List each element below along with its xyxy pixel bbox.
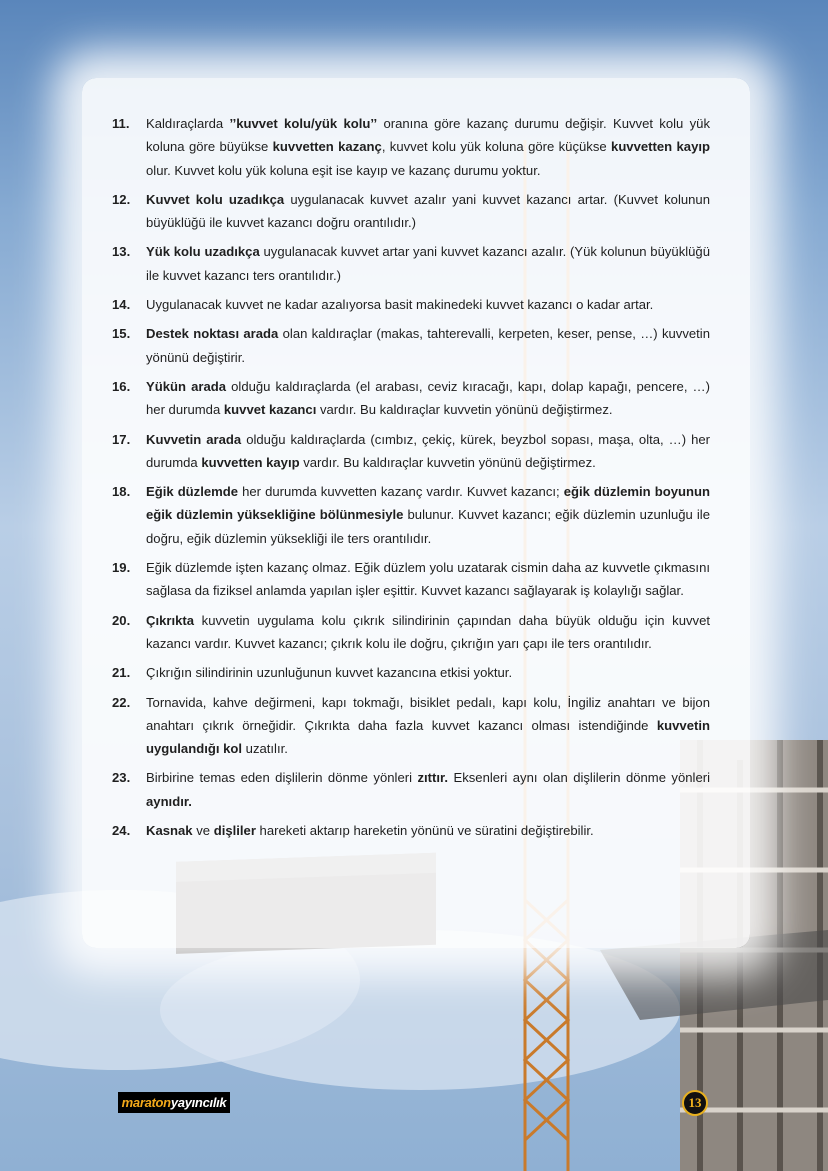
list-item xyxy=(112,819,710,842)
text-run: Birbirine temas eden dişlilerin dönme yönleri xyxy=(146,770,418,786)
page-number: 13 xyxy=(682,1090,708,1116)
item-text xyxy=(146,661,710,684)
text-run: Kaldıraçlarda xyxy=(146,116,230,131)
list-item xyxy=(112,556,710,603)
list-item xyxy=(112,609,710,656)
text-run: , kuvvet kolu yük koluna göre küçükse xyxy=(381,139,612,155)
item-number: 20. xyxy=(112,612,131,628)
text-run: vardır. Bu kaldıraçlar kuvvetin yönünü değiştirmez. xyxy=(316,402,613,418)
list-item xyxy=(112,428,710,475)
list-item xyxy=(112,375,710,422)
bold-phrase: Kasnak xyxy=(146,823,193,839)
list-item xyxy=(112,766,710,813)
item-number: 11. xyxy=(112,116,130,131)
bold-phrase: kuvvet kazancı xyxy=(223,402,317,418)
item-number: 15. xyxy=(112,326,131,342)
bold-phrase: kuvvetten kayıp xyxy=(611,139,710,155)
list-item xyxy=(112,293,710,316)
text-run: ve xyxy=(192,823,214,839)
text-run: uzatılır. xyxy=(242,741,288,757)
bold-phrase: Yük kolu uzadıkça xyxy=(146,244,260,260)
item-number: 18. xyxy=(112,484,131,500)
text-run: her durumda kuvvetten kazanç vardır. Kuvvet kazancı; xyxy=(238,484,564,500)
text-run: uygulanacak kuvvet artar yani kuvvet kazancı azalır. (Yük kolunun büyüklüğü ile kuvvet kazancı ters orantılıdır.) xyxy=(146,244,710,283)
item-number: 19. xyxy=(112,560,131,576)
item-text xyxy=(146,480,710,550)
bold-phrase: aynıdır. xyxy=(146,793,192,809)
item-text xyxy=(146,609,710,656)
list-item xyxy=(112,480,710,550)
item-number: 16. xyxy=(112,378,131,394)
text-run: vardır. Bu kaldıraçlar kuvvetin yönünü değiştirmez. xyxy=(299,454,596,470)
bold-phrase: kuvvetin uygulandığı kol xyxy=(146,717,710,757)
item-number: 17. xyxy=(112,431,131,447)
text-run: Uygulanacak kuvvet ne kadar azalıyorsa basit makinedeki kuvvet kazancı o kadar artar. xyxy=(146,297,654,313)
text-run: kuvvetin uygulama kolu çıkrık silindirinin çapından daha büyük olduğu için kuvvet kazancı vardır. Kuvvet kazancı; çıkrık kolu ile doğru, çıkrığın yarı çapı ile ters orantılıdır. xyxy=(146,612,710,651)
item-text xyxy=(146,691,710,761)
logo-part-yayincilik: yayıncılık xyxy=(170,1095,227,1110)
list-item xyxy=(112,188,710,235)
item-number: 14. xyxy=(112,297,131,313)
bold-phrase: Çıkrıkta xyxy=(146,612,195,628)
list-item xyxy=(112,691,710,761)
item-number: 13. xyxy=(112,244,131,260)
text-run: oranına göre kazanç durumu değişir. Kuvvet kolu yük koluna göre büyükse xyxy=(146,116,711,155)
text-run: Çıkrığın silindirinin uzunluğunun kuvvet kazancına etkisi yoktur. xyxy=(146,665,513,681)
bold-phrase: Eğik düzlemde xyxy=(146,484,239,500)
text-run: Tornavida, kahve değirmeni, kapı tokmağı, bisiklet pedalı, kapı kolu, İngiliz anahtarı ve bijon anahtarı çıkrık örneğidir. Çıkrıkta daha fazla kuvvet kazancı olması istendiğinde xyxy=(146,694,710,733)
item-number: 24. xyxy=(112,823,131,839)
text-run: Eğik düzlemde işten kazanç olmaz. Eğik düzlem yolu uzatarak cismin daha az kuvvetle çıkmasını sağlasa da fiziksel anlamda yapılan işler eşittir. Kuvvet kazancı sağlayarak iş kolaylığı sağlar. xyxy=(146,560,710,599)
text-run: Eksenleri aynı olan dişlilerin dönme yönleri xyxy=(448,770,711,786)
item-text xyxy=(146,556,710,603)
item-text xyxy=(146,819,710,842)
bold-phrase: dişliler xyxy=(213,823,256,839)
item-text xyxy=(146,112,710,182)
item-text xyxy=(146,188,710,235)
content-list xyxy=(112,112,710,848)
list-item xyxy=(112,322,710,369)
item-text xyxy=(146,428,710,475)
text-run: olur. Kuvvet kolu yük koluna eşit ise kayıp ve kazanç durumu yoktur. xyxy=(146,162,541,178)
item-text xyxy=(146,375,710,422)
bold-phrase: ’’kuvvet kolu/yük kolu’’ xyxy=(229,116,378,131)
list-item xyxy=(112,112,710,182)
bold-phrase: Kuvvetin arada xyxy=(146,431,242,447)
text-run: olduğu kaldıraçlarda (el arabası, ceviz kıracağı, kapı, dolap kapağı, pencere, …) her durumda xyxy=(146,378,710,418)
bold-phrase: Destek noktası arada xyxy=(146,326,279,342)
bold-phrase: Kuvvet kolu uzadıkça xyxy=(146,191,285,207)
text-run: bulunur. Kuvvet kazancı; eğik düzlemin uzunluğu ile doğru, eğik düzlemin yüksekliği ile ters orantılıdır. xyxy=(146,507,710,546)
logo-part-maraton: maraton xyxy=(121,1095,171,1110)
item-text xyxy=(146,322,710,369)
bold-phrase: Yükün arada xyxy=(146,378,227,394)
bold-phrase: kuvvetten kayıp xyxy=(201,454,300,470)
bold-phrase: eğik düzlemin boyunun eğik düzlemin yüksekliğine bölünmesiyle xyxy=(146,484,710,523)
item-text xyxy=(146,766,710,813)
item-number: 21. xyxy=(112,665,131,681)
item-text xyxy=(146,293,710,316)
text-run: olduğu kaldıraçlarda (cımbız, çekiç, kürek, beyzbol sopası, maşa, olta, …) her durumda xyxy=(146,431,710,470)
text-run: uygulanacak kuvvet azalır yani kuvvet kazancı artar. (Kuvvet kolunun büyüklüğü ile kuvvet kazancı doğru orantılıdır.) xyxy=(146,191,710,231)
bold-phrase: kuvvetten kazanç xyxy=(272,139,382,155)
item-text xyxy=(146,240,710,287)
bold-phrase: zıttır. xyxy=(417,770,449,786)
publisher-logo xyxy=(118,1092,230,1113)
item-number: 22. xyxy=(112,694,131,710)
text-run: hareketi aktarıp hareketin yönünü ve süratini değiştirebilir. xyxy=(255,823,594,839)
item-number: 23. xyxy=(112,770,131,786)
text-run: olan kaldıraçlar (makas, tahterevalli, kerpeten, keser, pense, …) kuvvetin yönünü değiştirir. xyxy=(146,326,710,365)
list-item xyxy=(112,240,710,287)
item-number: 12. xyxy=(112,191,131,207)
list-item xyxy=(112,661,710,684)
